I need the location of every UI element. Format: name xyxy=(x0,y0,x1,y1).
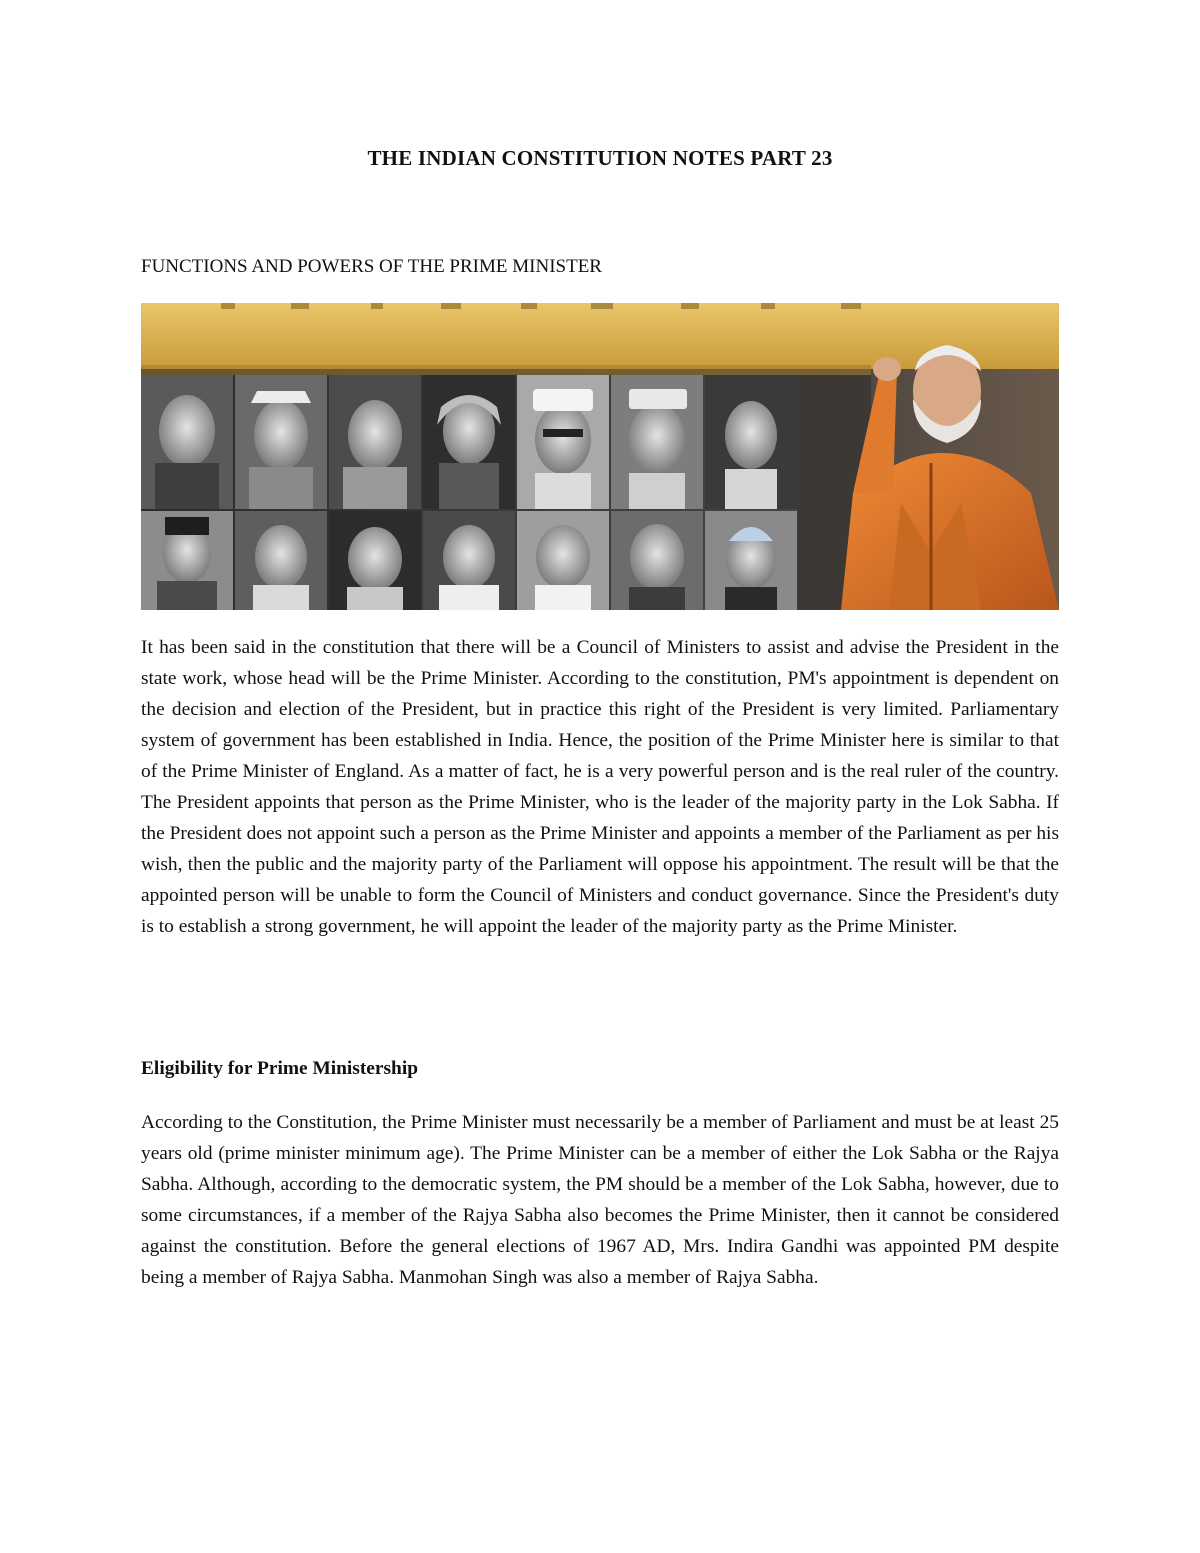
portrait-row-top xyxy=(141,375,797,509)
intro-paragraph: It has been said in the constitution that there will be a Council of Ministers to assist and advise the President in the state work, whose head will be the Prime Minister. According to the constitution, PM's appointment is dependent on the decision and election of the President, but in practice this right of the President is very limited. Parliamentary system of government has been established in India. Hence, the position of the Prime Minister here is similar to that of the Prime Minister of England. As a matter of fact, he is a very powerful person and is the real ruler of the country. The President appoints that person as the Prime Minister, who is the leader of the majority party in the Lok Sabha. If the President does not appoint such a person as the Prime Minister and appoints a member of the Parliament as per his wish, then the public and the majority party of the Parliament will oppose his appointment. The result will be that the appointed person will be unable to form the Council of Ministers and conduct governance. Since the President's duty is to establish a strong government, he will appoint the leader of the majority party as the Prime Minister. xyxy=(141,637,1059,937)
collage-illustration xyxy=(141,303,1059,610)
portrait-row-bottom xyxy=(141,511,797,610)
eligibility-paragraph: According to the Constitution, the Prime Minister must necessarily be a member of Parliament and must be at least 25 years old (prime minister minimum age). The Prime Minister can be a member of either the Lok Sabha or the Rajya Sabha. Although, according to the democratic system, the PM should be a member of the Lok Sabha, however, due to some circumstances, if a member of the Rajya Sabha also becomes the Prime Minister, then it cannot be considered against the constitution. Before the general elections of 1967 AD, Mrs. Indira Gandhi was appointed PM despite being a member of Rajya Sabha. Manmohan Singh was also a member of Rajya Sabha. xyxy=(141,1112,1059,1288)
eligibility-heading: Eligibility for Prime Ministership xyxy=(141,1058,419,1079)
document-title: THE INDIAN CONSTITUTION NOTES PART 23 xyxy=(367,146,833,170)
prime-ministers-collage-image xyxy=(141,303,1059,610)
section-heading: FUNCTIONS AND POWERS OF THE PRIME MINISTER xyxy=(141,256,602,277)
